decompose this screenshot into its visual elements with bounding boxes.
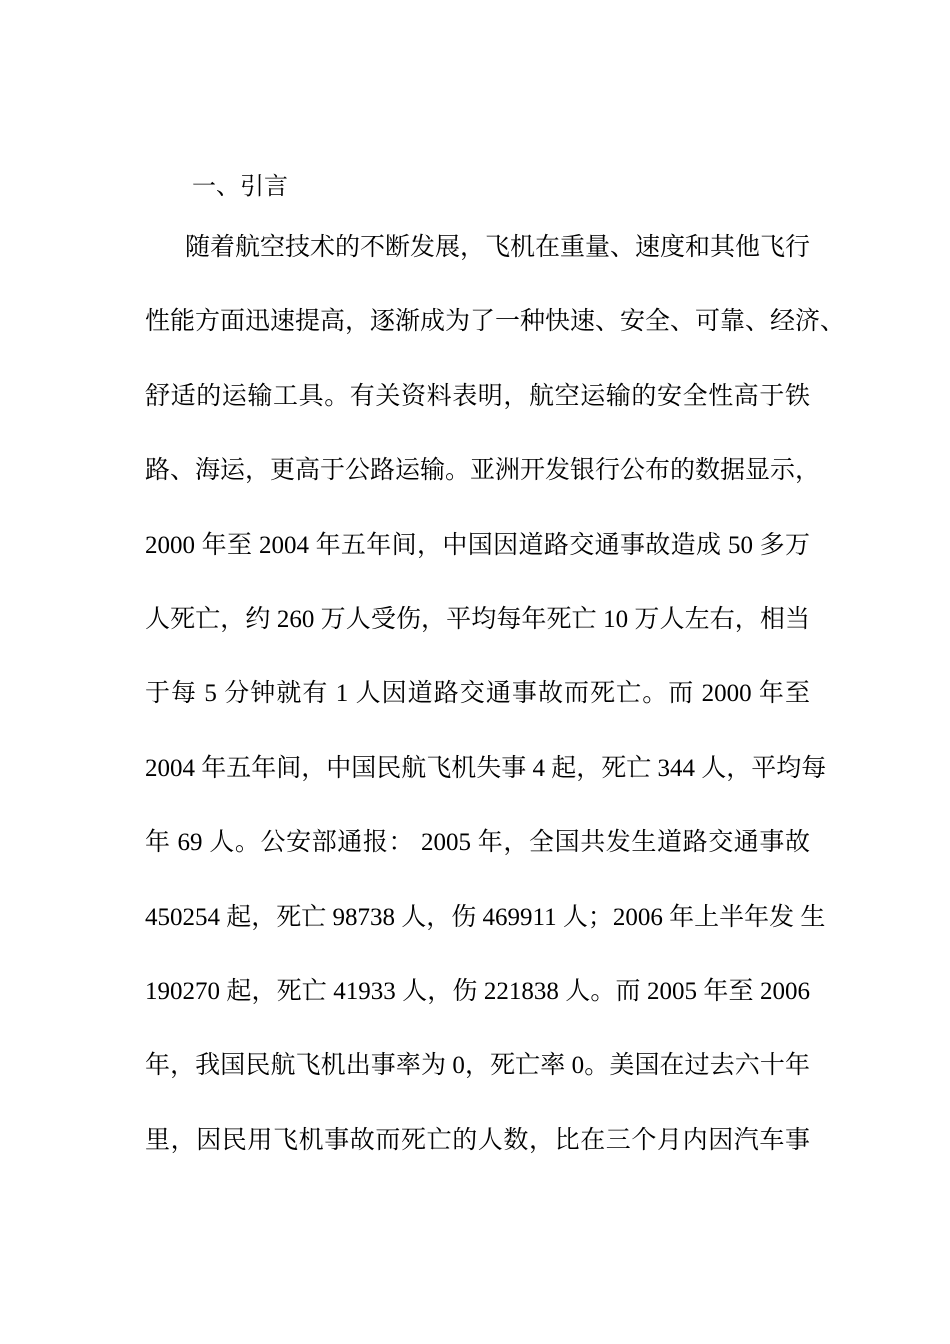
paragraph-line: 路、海运，更高于公路运输。亚洲开发银行公布的数据显示，: [145, 457, 821, 485]
paragraph-line: 年，我国民航飞机出事率为 0，死亡率 0。美国在过去六十年: [145, 1052, 810, 1080]
body-paragraph: [145, 230, 846, 1197]
paragraph-line: 2004 年五年间，中国民航飞机失事 4 起，死亡 344 人，平均每: [145, 754, 827, 782]
paragraph-line: 随着航空技术的不断发展，飞机在重量、速度和其他飞行: [185, 234, 811, 261]
paragraph-line: 年 69 人。公安部通报： 2005 年，全国共发生道路交通事故: [145, 829, 810, 857]
paragraph-line: 性能方面迅速提高，逐渐成为了一种快速、安全、可靠、经济、: [145, 308, 846, 336]
paragraph-line: 于每 5 分钟就有 1 人因道路交通事故而死亡。而 2000 年至: [145, 680, 810, 708]
paragraph-line: 人死亡，约 260 万人受伤，平均每年死亡 10 万人左右，相当: [145, 605, 810, 633]
paragraph-line: 450254 起，死亡 98738 人，伤 469911 人；2006 年上半年发 生: [145, 903, 826, 931]
paragraph-line: 190270 起，死亡 41933 人，伤 221838 人。而 2005 年至 2006: [145, 977, 810, 1005]
paragraph-line: 2000 年至 2004 年五年间，中国因道路交通事故造成 50 多万: [145, 531, 810, 559]
section-heading: 一、引言: [192, 172, 288, 200]
paragraph-line: 舒适的运输工具。有关资料表明，航空运输的安全性高于铁: [145, 382, 810, 410]
paragraph-line: 里，因民用飞机事故而死亡的人数，比在三个月内因汽车事: [145, 1126, 810, 1154]
